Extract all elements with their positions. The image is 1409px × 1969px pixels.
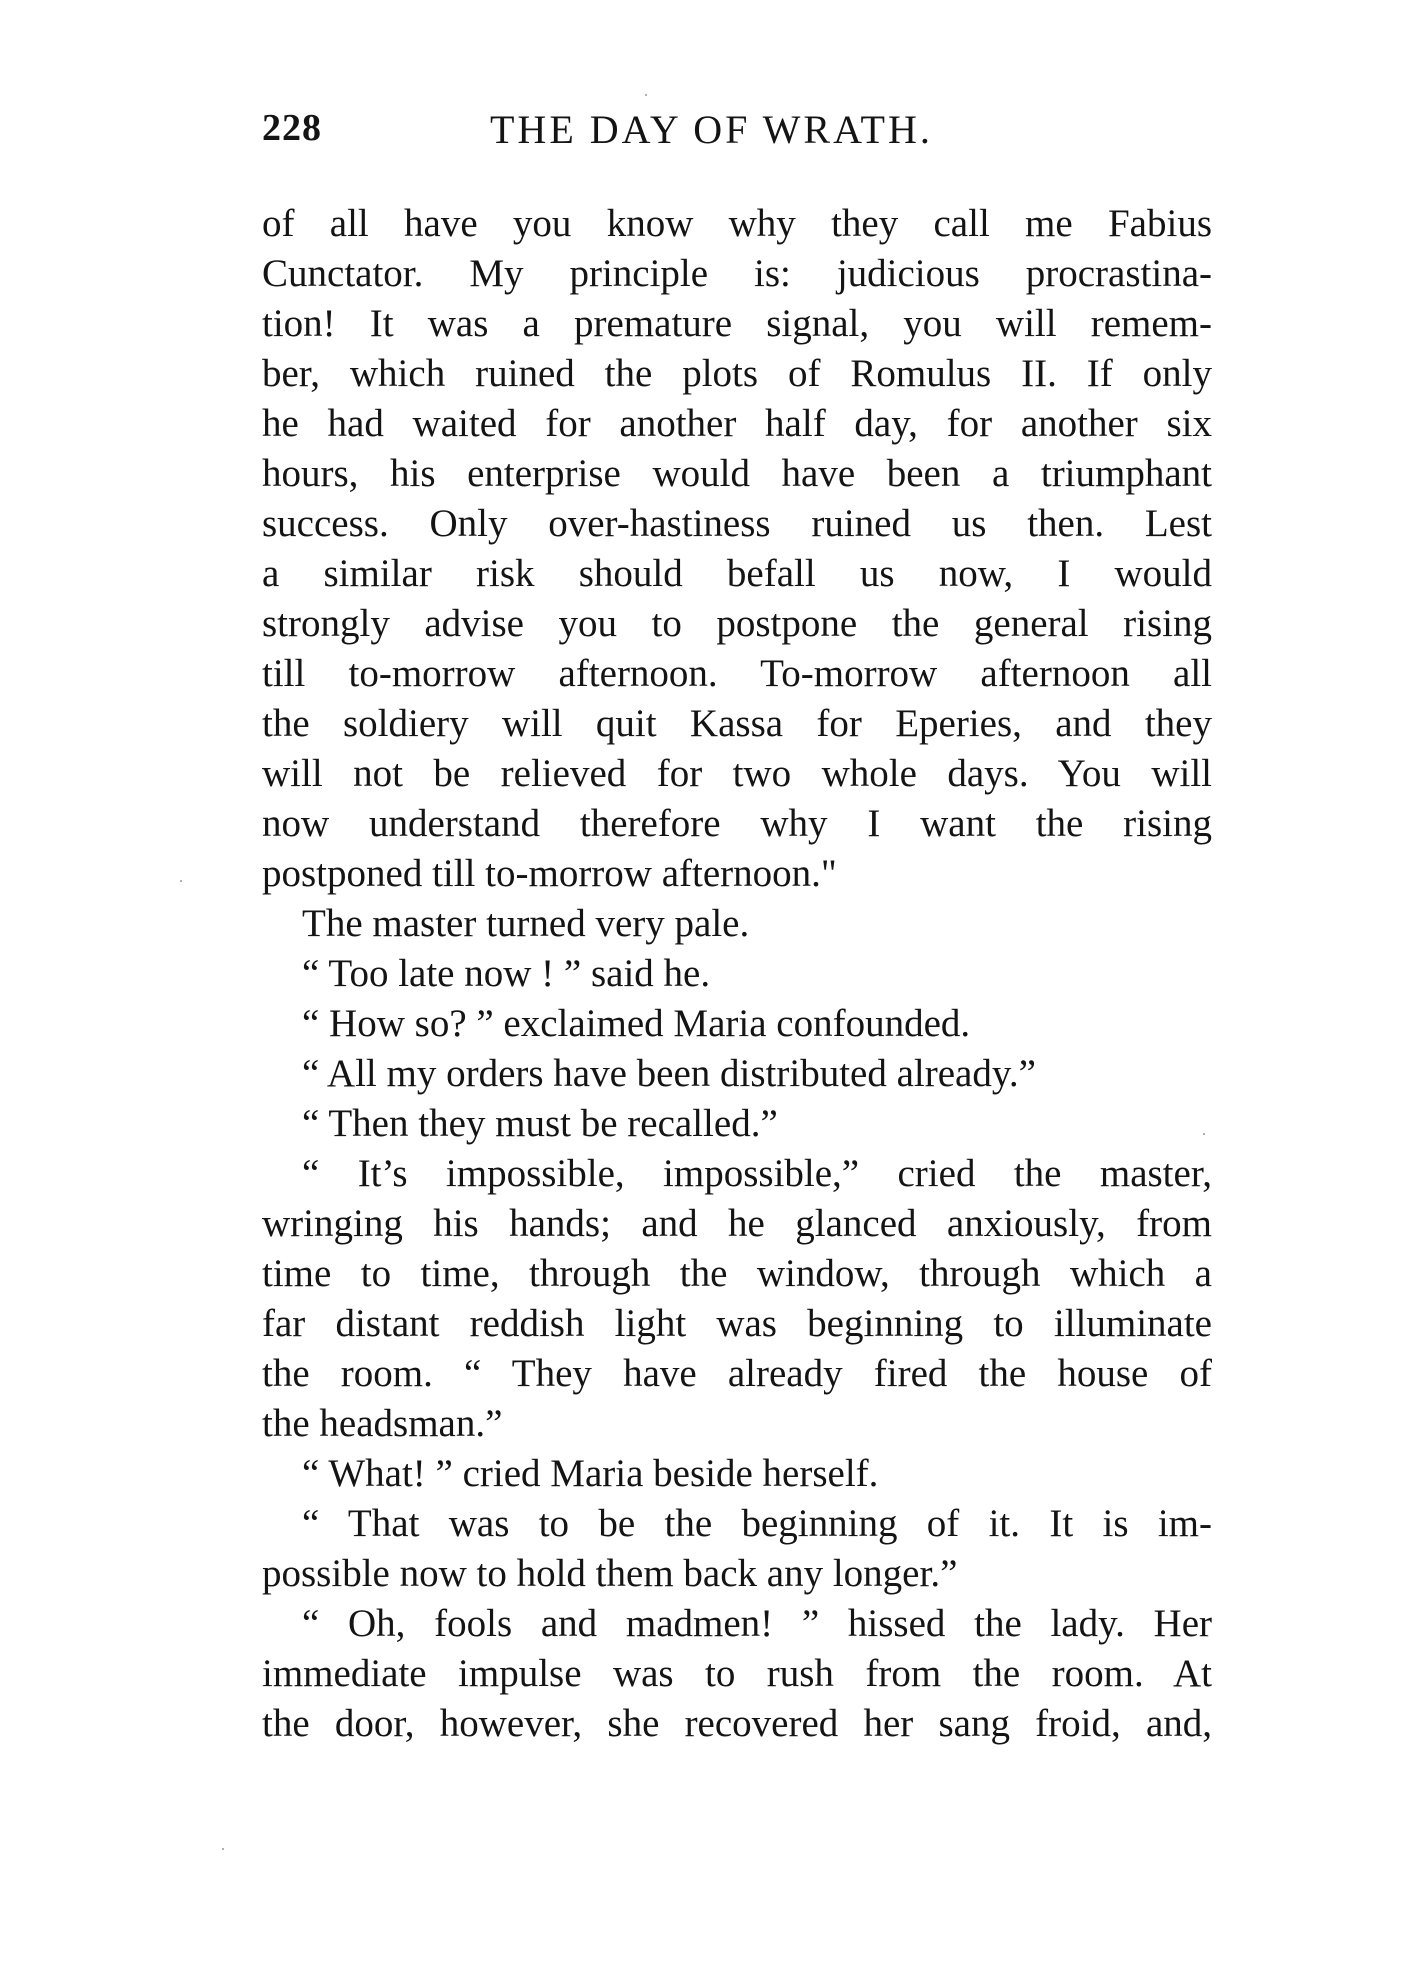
- text-line: hours, his enterprise would have been a triumphant: [262, 452, 1212, 495]
- text-line: success. Only over-hastiness ruined us then. Lest: [262, 502, 1212, 545]
- text-line: “ That was to be the beginning of it. It is im-: [302, 1502, 1212, 1545]
- running-head: [262, 106, 1212, 166]
- text-line: the soldiery will quit Kassa for Eperies, and they: [262, 702, 1212, 745]
- text-line: possible now to hold them back any longer.”: [262, 1552, 958, 1595]
- body-text: [262, 199, 1212, 1749]
- text-line: a similar risk should befall us now, I would: [262, 552, 1212, 595]
- text-line: “ What! ” cried Maria beside herself.: [302, 1452, 879, 1495]
- text-line: till to-morrow afternoon. To-morrow afternoon all: [262, 652, 1212, 695]
- text-line: the headsman.”: [262, 1402, 503, 1445]
- text-line: “ All my orders have been distributed already.”: [302, 1052, 1036, 1095]
- text-line: strongly advise you to postpone the general rising: [262, 602, 1212, 645]
- text-line: he had waited for another half day, for another six: [262, 402, 1212, 445]
- paper-speck: [222, 1848, 224, 1850]
- text-line: The master turned very pale.: [302, 902, 750, 945]
- text-line: “ Then they must be recalled.”: [302, 1102, 778, 1145]
- text-line: ber, which ruined the plots of Romulus II. If only: [262, 352, 1212, 395]
- page-number: 228: [262, 107, 322, 149]
- text-line: far distant reddish light was beginning to illuminate: [262, 1302, 1212, 1345]
- text-line: immediate impulse was to rush from the room. At: [262, 1652, 1212, 1695]
- paper-speck: [180, 880, 182, 882]
- running-title: THE DAY OF WRATH.: [490, 107, 933, 152]
- text-line: “ Oh, fools and madmen! ” hissed the lady. Her: [302, 1602, 1212, 1645]
- text-line: “ Too late now ! ” said he.: [302, 952, 711, 995]
- paper-speck: [645, 94, 647, 96]
- text-line: tion! It was a premature signal, you will remem-: [262, 302, 1212, 345]
- paper-speck: [1203, 1133, 1205, 1135]
- text-line: the door, however, she recovered her sang froid, and,: [262, 1702, 1212, 1745]
- text-line: the room. “ They have already fired the house of: [262, 1352, 1212, 1395]
- text-line: “ How so? ” exclaimed Maria confounded.: [302, 1002, 971, 1045]
- text-line: will not be relieved for two whole days. You will: [262, 752, 1212, 795]
- text-line: time to time, through the window, through which a: [262, 1252, 1212, 1295]
- text-line: “ It’s impossible, impossible,” cried the master,: [302, 1152, 1212, 1195]
- text-line: Cunctator. My principle is: judicious procrastina-: [262, 252, 1212, 295]
- text-line: wringing his hands; and he glanced anxiously, from: [262, 1202, 1212, 1245]
- text-line: of all have you know why they call me Fabius: [262, 202, 1212, 245]
- text-line: postponed till to-morrow afternoon.": [262, 852, 837, 895]
- text-line: now understand therefore why I want the rising: [262, 802, 1212, 845]
